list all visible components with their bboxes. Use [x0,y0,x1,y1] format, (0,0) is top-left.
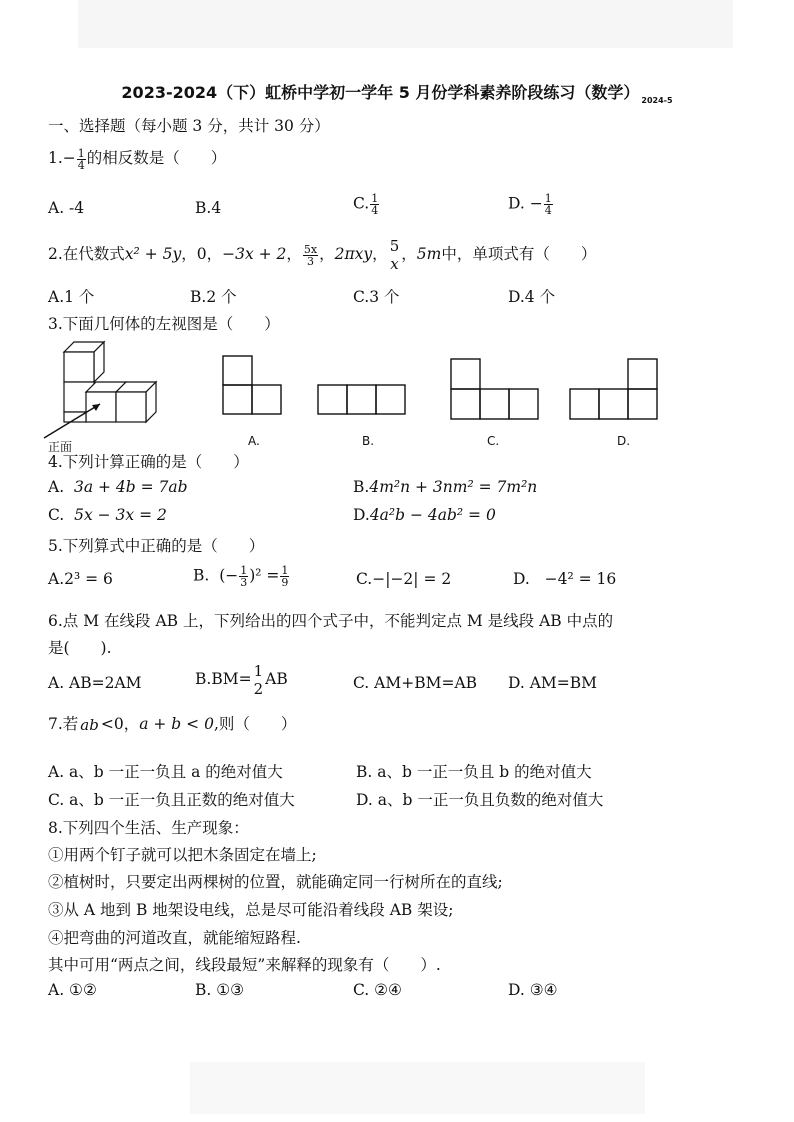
q7-mid: <0， [100,715,140,733]
q6-b-suffix: AB [265,670,288,688]
q2-option-c: C.3 个 [353,288,400,306]
q3-option-c: C. [487,434,500,448]
q1-c-fraction [370,193,379,216]
q7-suffix: ,则（ ） [213,715,297,733]
q3-option-a-view [222,355,282,415]
q2-option-b: B.2 个 [190,288,237,306]
q1-option-b: B.4 [195,199,222,217]
q4-option-c [48,506,167,524]
scan-shade-bottom [190,1062,645,1114]
q1-fraction [77,148,86,171]
q3-solid-figure [40,338,170,450]
q4-b-expr: 4m²n + 3nm² = 7m²n [369,478,538,496]
question-2-stem [48,237,596,273]
q8-item-3: ③从 A 地到 B 地架设电线，总是尽可能沿着线段 AB 架设; [48,901,454,919]
q5-b-prefix: B. [193,566,210,585]
q6-option-c: C. AM+BM=AB [353,674,478,692]
q6-option-b [195,662,288,698]
q7-option-d: D. a、b 一正一负且负数的绝对值大 [356,791,604,809]
q2-t5-num: 5 [389,237,400,255]
question-6-stem-line2: 是( ). [48,639,112,657]
q4-d-prefix: D. [353,506,370,524]
q6-option-a: A. AB=2AM [48,674,142,692]
q2-suffix: 中，单项式有（ ） [441,245,597,263]
q5-a-prefix: A. [48,570,65,588]
q8-option-b: B. ①③ [195,981,245,999]
q1-c-den: 4 [371,204,379,217]
q5-d-expr: −4² = 16 [544,570,617,588]
q6-b-fraction [254,662,264,698]
question-8-stem: 8.下列四个生活、生产现象： [48,819,249,837]
q3-option-c-view [450,358,540,420]
q4-c-prefix: C. [48,506,65,524]
q4-option-a [48,478,188,496]
q4-option-d [353,506,496,524]
q1-minus: − [62,149,76,167]
q5-d-prefix: D. [513,570,530,588]
question-1-stem [48,146,226,171]
q5-option-c [356,570,451,588]
q2-term-2: −3x + 2 [222,245,287,263]
q5-b-den: 3 [240,576,248,589]
q3-option-d: D. [617,434,631,448]
q2-term-6: 5m [416,245,442,263]
q1-option-c [353,193,380,216]
q5-b-close: )² = [249,566,280,585]
q3-option-b: B. [362,434,375,448]
q7-condition: a + b < 0 [139,715,214,733]
q3-option-b-view [317,384,407,416]
q1-d-den: 4 [544,204,552,217]
q2-sep-4: ， [372,245,388,263]
q2-term-3 [303,244,318,267]
q4-d-expr: 4a²b − 4ab² = 0 [369,506,496,524]
q3-front-label: 正面 [48,440,73,454]
q2-term-1: x² + 5y [124,245,182,263]
q7-option-b: B. a、b 一正一负且 b 的绝对值大 [356,763,592,781]
q2-sep-2: ， [286,245,302,263]
q5-option-a [48,570,113,588]
q1-d-fraction [544,193,553,216]
q1-frac-den: 4 [77,158,85,172]
q1-stem-text: 的相反数是（ ） [86,149,227,167]
q6-option-d: D. AM=BM [508,674,598,692]
question-6-stem-line1: 6.点 M 在线段 AB 上，下列给出的四个式子中，不能判定点 M 是线段 AB 中点的 [48,612,614,630]
q1-number: 1. [48,149,63,167]
q1-option-d [508,193,554,216]
q3-option-a: A. [248,434,260,448]
title-date: 2024-5 [641,96,673,105]
q7-den: b [89,716,99,734]
q8-option-c: C. ②④ [353,981,402,999]
q8-item-2: ②植树时，只要定出两棵树的位置，就能确定同一行树所在的直线; [48,873,503,891]
q5-b-rnum: 1 [281,564,289,577]
q4-a-prefix: A. [48,478,65,496]
question-5-stem: 5.下列算式中正确的是（ ） [48,537,265,555]
q5-a-expr: 2³ = 6 [64,570,113,588]
q1-c-num: 1 [371,192,379,205]
q8-question: 其中可用“两点之间，线段最短”来解释的现象有（ ）. [48,956,441,974]
q3-cube-front-1 [86,392,116,422]
q2-term-4: 2πxy [334,245,373,263]
question-3-stem: 3.下面几何体的左视图是（ ） [48,315,280,333]
q5-option-d [513,570,616,588]
q8-item-1: ①用两个钉子就可以把木条固定在墙上; [48,846,317,864]
question-4-stem: 4.下列计算正确的是（ ） [48,453,249,471]
q7-prefix: 7.若 [48,715,79,733]
scan-shade-top [78,0,733,48]
q4-b-prefix: B. [353,478,370,496]
section-heading: 一、选择题（每小题 3 分，共计 30 分） [48,117,330,135]
q6-b-num: 1 [253,662,264,680]
q4-a-expr: 3a + 4b = 7ab [73,478,188,496]
q5-c-expr: −|−2| = 2 [372,570,452,588]
question-7-stem [48,712,296,734]
q2-term-5 [390,237,400,273]
q5-b-num: 1 [240,564,248,577]
q3-cube-front-2 [116,392,146,422]
q6-b-den: 2 [253,680,264,698]
q2-t5-den: x [390,255,399,273]
q7-option-a: A. a、b 一正一负且 a 的绝对值大 [48,763,283,781]
q8-item-4: ④把弯曲的河道改直，就能缩短路程. [48,929,301,947]
q2-t3-den: 3 [307,254,314,268]
q1-d-prefix: D. − [508,194,543,213]
q4-option-b [353,478,537,496]
q7-num: a [80,716,90,734]
q4-c-expr: 5x − 3x = 2 [74,506,167,524]
q5-b-fraction [239,565,248,588]
q3-cube-front-back-lower [64,412,86,422]
page-title [0,80,794,105]
q5-b-rden: 9 [281,576,289,589]
q5-b-result-fraction [280,565,289,588]
q3-cube-front-back-upper [64,352,94,382]
q2-sep-5: ， [401,245,417,263]
q2-sep-1: ，0， [181,245,223,263]
q3-option-d-view [569,358,659,420]
q2-option-a: A.1 个 [48,288,95,306]
q1-c-prefix: C. [353,194,370,213]
q1-d-num: 1 [544,192,552,205]
q2-prefix: 2.在代数式 [48,245,125,263]
q5-c-prefix: C. [356,570,373,588]
q1-frac-num: 1 [77,146,85,160]
q7-fraction [80,716,99,734]
q7-option-c: C. a、b 一正一负且正数的绝对值大 [48,791,295,809]
q8-option-a: A. ①② [48,981,97,999]
title-text: 2023-2024（下）虹桥中学初一学年 5 月份学科素养阶段练习（数学） [121,83,640,102]
q2-sep-3: ， [319,245,335,263]
q6-b-prefix: B.BM= [195,670,252,688]
q2-t3-num: 5x [303,242,318,256]
q2-option-d: D.4 个 [508,288,556,306]
q5-option-b [193,565,290,588]
q8-option-d: D. ③④ [508,981,558,999]
q5-b-open: (− [219,566,239,585]
q1-option-a: A. -4 [48,199,85,217]
